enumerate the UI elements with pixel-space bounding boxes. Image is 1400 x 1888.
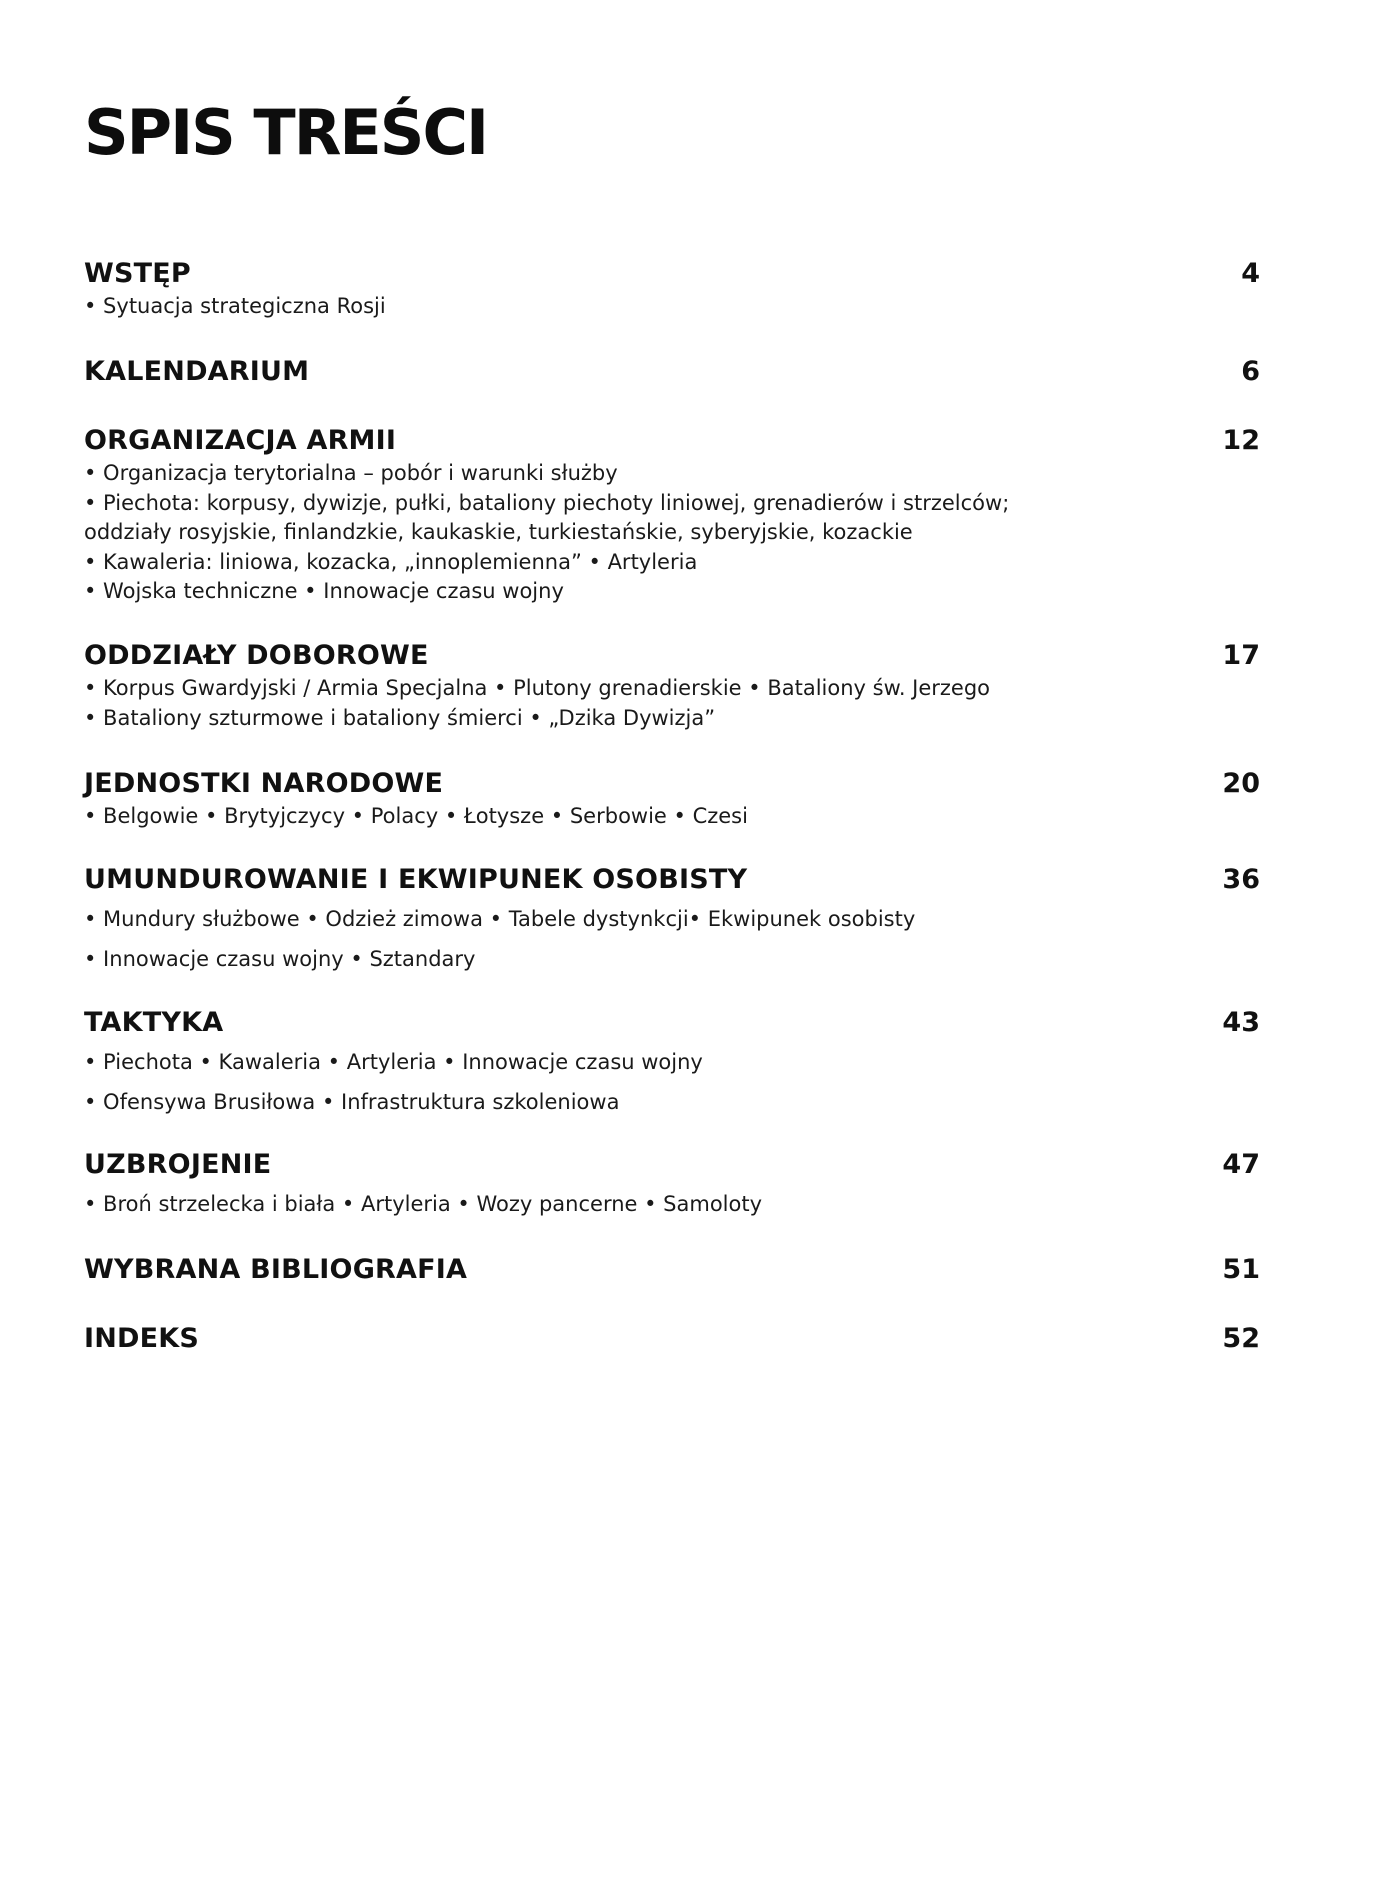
toc-subitem: • Bataliony szturmowe i bataliony śmierci • „Dzika Dywizja” <box>84 705 716 730</box>
toc-page-number: 47 <box>1222 1149 1260 1180</box>
toc-subitem: • Innowacje czasu wojny • Sztandary <box>84 947 476 971</box>
toc-heading: JEDNOSTKI NARODOWE <box>84 768 444 799</box>
toc-subitem: • Wojska techniczne • Innowacje czasu wojny <box>84 579 564 603</box>
toc-heading: TAKTYKA <box>84 1007 224 1038</box>
toc-page-number: 36 <box>1222 864 1260 895</box>
toc-entry-uzbrojenie[interactable] <box>84 1147 1260 1223</box>
toc-subitem: • Korpus Gwardyjski / Armia Specjalna • Plutony grenadierskie • Bataliony św. Jerzego <box>84 676 991 700</box>
toc-subitem: • Mundury służbowe • Odzież zimowa • Tabele dystynkcji• Ekwipunek osobisty <box>84 907 916 931</box>
toc-page-number: 17 <box>1222 640 1260 671</box>
toc-heading: ODDZIAŁY DOBOROWE <box>84 640 429 671</box>
toc-page-number: 12 <box>1222 425 1260 456</box>
toc-heading: ORGANIZACJA ARMII <box>84 425 397 456</box>
toc-entry-organizacja-armii[interactable] <box>84 423 1260 607</box>
toc-entry-taktyka[interactable] <box>84 1005 1260 1121</box>
toc-entry-wstep[interactable] <box>84 256 1260 322</box>
toc-heading: UMUNDUROWANIE I EKWIPUNEK OSOBISTY <box>84 864 748 895</box>
toc-heading: KALENDARIUM <box>84 356 310 387</box>
toc-entry-jednostki-narodowe[interactable] <box>84 766 1260 832</box>
toc-subitem: oddziały rosyjskie, finlandzkie, kaukaskie, turkiestańskie, syberyjskie, kozackie <box>84 520 913 544</box>
toc-subitem: • Piechota: korpusy, dywizje, pułki, bataliony piechoty liniowej, grenadierów i strzelców; <box>84 490 1010 515</box>
toc-page-number: 51 <box>1222 1254 1260 1285</box>
toc-entry-kalendarium[interactable] <box>84 354 1260 390</box>
toc-entry-umundurowanie[interactable] <box>84 862 1260 978</box>
toc-page-number: 20 <box>1222 768 1260 799</box>
toc-entry-oddzialy-doborowe[interactable] <box>84 638 1260 733</box>
toc-subitem: • Sytuacja strategiczna Rosji <box>84 294 386 318</box>
toc-subitem: • Belgowie • Brytyjczycy • Polacy • Łotysze • Serbowie • Czesi <box>84 804 748 828</box>
toc-subitem: • Kawaleria: liniowa, kozacka, „innoplemienna” • Artyleria <box>84 549 698 574</box>
toc-entry-bibliografia[interactable] <box>84 1252 1260 1288</box>
toc-entry-indeks[interactable] <box>84 1321 1260 1357</box>
toc-page-number: 43 <box>1222 1007 1260 1038</box>
toc-subitem: • Ofensywa Brusiłowa • Infrastruktura szkoleniowa <box>84 1090 620 1114</box>
toc-page-number: 6 <box>1241 356 1260 387</box>
toc-subitem: • Broń strzelecka i biała • Artyleria • Wozy pancerne • Samoloty <box>84 1192 763 1216</box>
toc-page-number: 4 <box>1241 258 1260 289</box>
toc-heading: WYBRANA BIBLIOGRAFIA <box>84 1254 468 1285</box>
toc-heading: UZBROJENIE <box>84 1149 272 1180</box>
toc-page-number: 52 <box>1222 1323 1260 1354</box>
page-title: SPIS TREŚCI <box>84 96 488 169</box>
toc-subitem: • Piechota • Kawaleria • Artyleria • Innowacje czasu wojny <box>84 1050 703 1074</box>
toc-subitem: • Organizacja terytorialna – pobór i warunki służby <box>84 461 618 485</box>
toc-heading: WSTĘP <box>84 258 191 289</box>
toc-heading: INDEKS <box>84 1323 200 1354</box>
